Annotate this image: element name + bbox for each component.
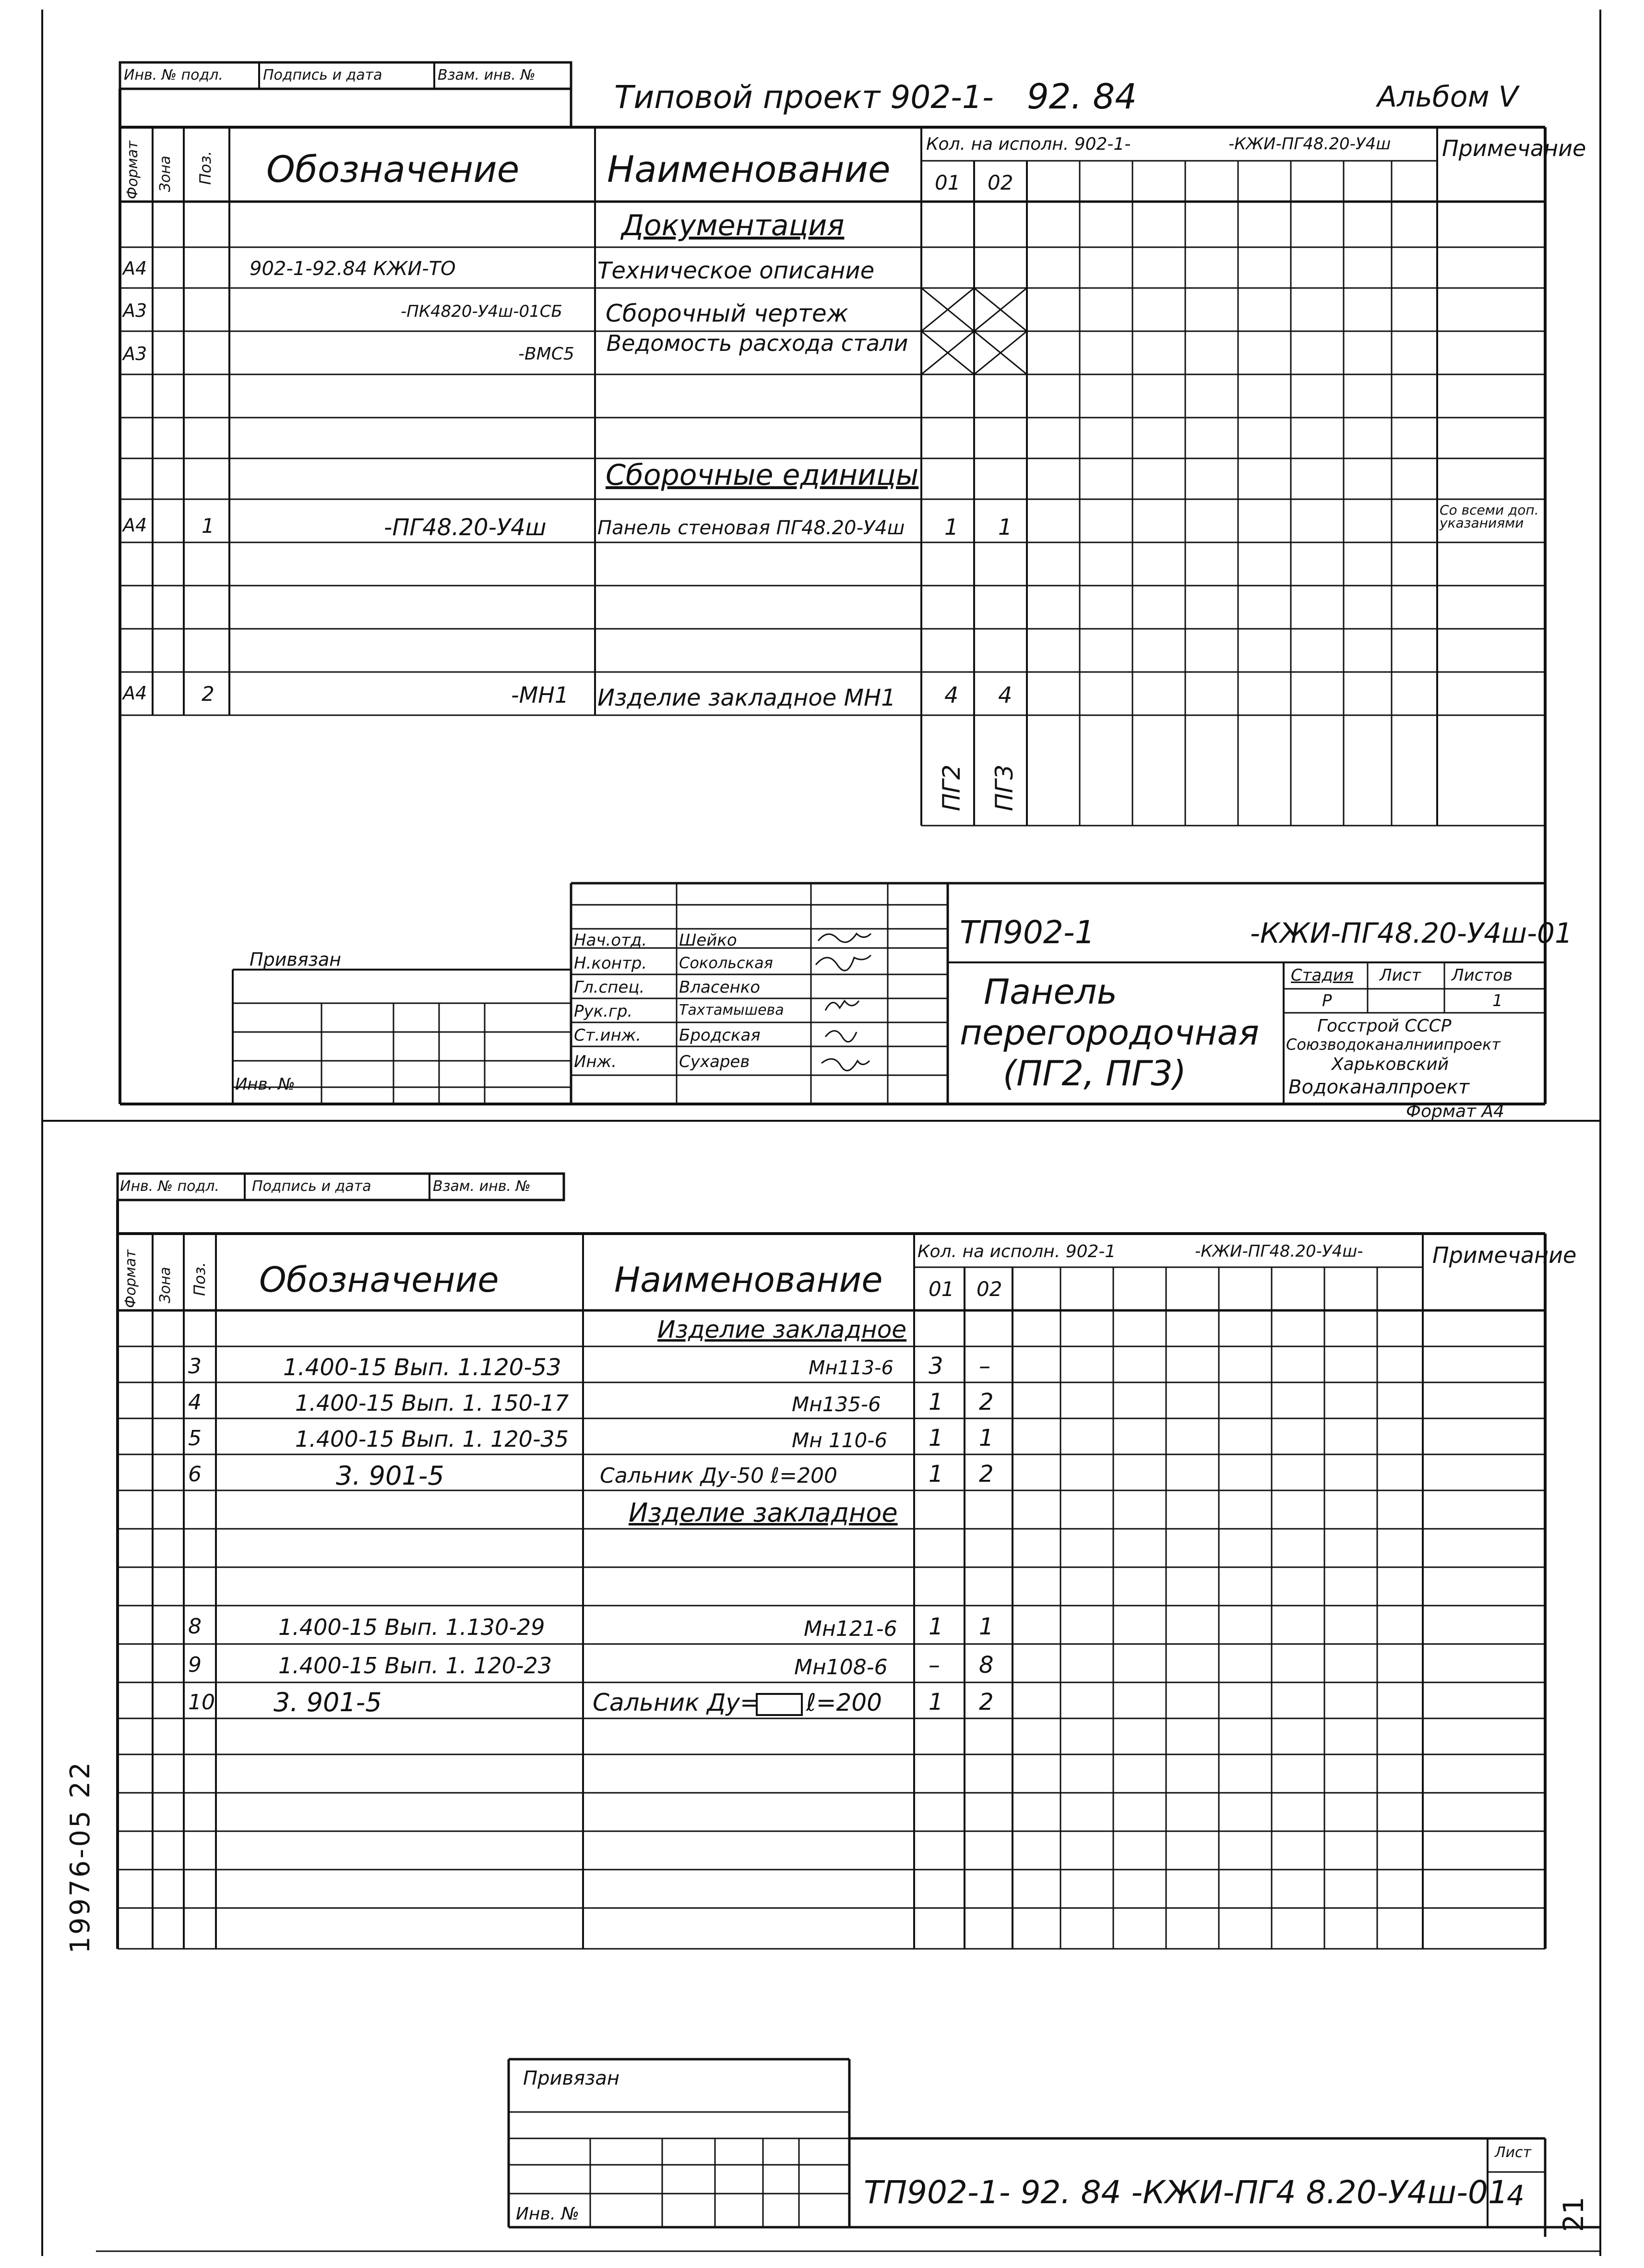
col-zone-header: Зона xyxy=(157,1267,174,1303)
col-zone-header: Зона xyxy=(157,156,174,192)
signer-name: Тахтамышева xyxy=(679,1002,784,1019)
title-code: ТП902-1 xyxy=(960,914,1095,951)
col-pos-header: Поз. xyxy=(196,151,214,185)
row-pos: 9 xyxy=(188,1653,202,1677)
row-qty-02: – xyxy=(979,1353,990,1380)
row-designation: -ПГ48.20-У4ш xyxy=(384,514,547,541)
row-name: Сборочный чертеж xyxy=(606,300,848,327)
sheet-number: 4 xyxy=(1507,2179,1525,2212)
stage-value: Р xyxy=(1322,991,1332,1010)
signer-name: Бродская xyxy=(679,1026,761,1045)
row-name: Изделие закладное xyxy=(629,1498,898,1528)
title-code: ТП902-1- 92. 84 -КЖИ-ПГ4 8.20-У4ш-01 xyxy=(864,2174,1508,2211)
row-designation: 1.400-15 Вып. 1. 120-35 xyxy=(295,1426,569,1452)
row-name: Мн121-6 xyxy=(804,1617,897,1641)
row-name: Документация xyxy=(621,209,845,242)
col-name-header: Наименование xyxy=(607,148,891,191)
title-code-right: -КЖИ-ПГ48.20-У4ш-01 xyxy=(1250,917,1573,949)
col-name-header: Наименование xyxy=(614,1260,883,1300)
row-qty-01: 1 xyxy=(944,514,959,540)
exec-01: 01 xyxy=(935,171,961,194)
row-name: Панель стеновая ПГ48.20-У4ш xyxy=(597,517,905,539)
org-line: Госстрой СССР xyxy=(1317,1016,1452,1036)
signer-name: Сухарев xyxy=(679,1052,750,1071)
row-name: Изделие закладное МН1 xyxy=(597,684,896,711)
col-designation-header: Обозначение xyxy=(259,1260,499,1300)
row-designation: 3. 901-5 xyxy=(336,1461,444,1491)
row-pos: 2 xyxy=(202,682,214,706)
project-number: 92. 84 xyxy=(1027,76,1137,117)
row-pos: 8 xyxy=(188,1614,202,1639)
org-line: Союзводоканалниипроект xyxy=(1286,1035,1501,1054)
exec-02: 02 xyxy=(977,1277,1002,1301)
exec-01: 01 xyxy=(929,1277,954,1301)
stamp-replace-label: Взам. инв. № xyxy=(438,67,536,84)
title-line-3: (ПГ2, ПГ3) xyxy=(1003,1053,1187,1093)
sheets-value: 1 xyxy=(1492,991,1503,1010)
org-line: Харьковский xyxy=(1332,1055,1449,1074)
row-qty-01: – xyxy=(929,1652,940,1679)
row-qty-01: 1 xyxy=(929,1461,943,1488)
col-pos-header: Поз. xyxy=(191,1262,209,1296)
col-qty-header: Кол. на исполн. 902-1 xyxy=(917,1242,1116,1261)
row-qty-01: 1 xyxy=(929,1425,943,1452)
row-designation: 1.400-15 Вып. 1. 120-23 xyxy=(278,1653,552,1679)
row-pos: 6 xyxy=(188,1462,202,1487)
vertical-label-pg2: ПГ2 xyxy=(938,764,965,811)
row-format: А4 xyxy=(123,515,147,536)
row-designation: 1.400-15 Вып. 1.120-53 xyxy=(283,1354,561,1381)
title-line-2: перегородочная xyxy=(960,1012,1259,1053)
row-qty-02: 1 xyxy=(979,1613,994,1640)
role-label: Инж. xyxy=(574,1052,617,1071)
row-qty-02: 2 xyxy=(979,1461,994,1488)
side-archive-number: 19976-05 22 xyxy=(65,1760,96,1954)
album-label: Альбом V xyxy=(1377,80,1518,114)
row-qty-01: 1 xyxy=(929,1389,943,1416)
stamp-sign-label: Подпись и дата xyxy=(263,67,382,84)
row-format: А3 xyxy=(123,343,147,364)
col-format-header: Формат xyxy=(122,1249,139,1308)
inv-no-label: Инв. № xyxy=(235,1075,295,1094)
row-designation: -МН1 xyxy=(511,682,569,708)
role-label: Гл.спец. xyxy=(574,978,645,997)
row-name: Мн113-6 xyxy=(809,1357,893,1379)
row-designation: 3. 901-5 xyxy=(274,1687,382,1717)
row-qty-02: 2 xyxy=(979,1689,994,1716)
col-qty-code: -КЖИ-ПГ48.20-У4ш xyxy=(1228,134,1391,154)
row-qty-02: 1 xyxy=(998,514,1013,540)
row-format: А4 xyxy=(123,258,147,279)
row-pos: 3 xyxy=(188,1354,202,1379)
row-name: Ведомость расхода стали xyxy=(606,330,908,356)
stamp-replace-label: Взам. инв. № xyxy=(433,1178,531,1195)
row-qty-02: 1 xyxy=(979,1425,994,1452)
row-format: А4 xyxy=(123,683,147,704)
row-qty-02: 8 xyxy=(979,1652,994,1679)
col-note-header: Примечание xyxy=(1442,135,1586,161)
sheets-label: Листов xyxy=(1452,966,1513,985)
sheet-label: Лист xyxy=(1495,2144,1532,2161)
signer-name: Власенко xyxy=(679,978,761,997)
row-pos: 4 xyxy=(188,1390,202,1415)
col-qty-code: -КЖИ-ПГ48.20-У4ш- xyxy=(1195,1242,1363,1261)
org-line: Водоканалпроект xyxy=(1288,1076,1470,1098)
row-qty-01: 3 xyxy=(929,1353,943,1380)
row-qty-01: 1 xyxy=(929,1613,943,1640)
stamp-inv-label: Инв. № подл. xyxy=(124,67,223,84)
stamp-inv-label: Инв. № подл. xyxy=(120,1178,219,1195)
stage-label: Стадия xyxy=(1291,966,1354,985)
row-designation: 902-1-92.84 КЖИ-ТО xyxy=(250,258,456,280)
role-label: Нач.отд. xyxy=(574,931,647,950)
row-name: Техническое описание xyxy=(597,257,875,284)
role-label: Ст.инж. xyxy=(574,1026,642,1045)
title-line-1: Панель xyxy=(984,972,1118,1012)
row-format: А3 xyxy=(123,300,147,321)
row-qty-01: 1 xyxy=(929,1689,943,1716)
row-designation: 1.400-15 Вып. 1.130-29 xyxy=(278,1614,545,1640)
signer-name: Шейко xyxy=(679,931,737,950)
row-name-tail: ℓ=200 xyxy=(806,1689,882,1716)
row-qty-02: 4 xyxy=(998,682,1013,708)
row-designation: -ПК4820-У4ш-01СБ xyxy=(401,302,562,321)
row-name: Сальник Ду-50 ℓ=200 xyxy=(600,1464,837,1488)
row-name: Изделие закладное xyxy=(657,1316,907,1344)
vertical-label-pg3: ПГ3 xyxy=(990,764,1018,811)
signer-name: Сокольская xyxy=(679,954,773,972)
row-pos: 1 xyxy=(202,514,214,538)
exec-02: 02 xyxy=(988,171,1013,194)
row-name: Мн 110-6 xyxy=(792,1428,888,1452)
project-title: Типовой проект 902-1- xyxy=(614,79,994,116)
role-label: Н.контр. xyxy=(574,954,647,973)
col-note-header: Примечание xyxy=(1432,1242,1577,1268)
row-name: Сборочные единицы xyxy=(606,458,919,492)
row-name: Сальник Ду= xyxy=(593,1689,760,1716)
row-qty-01: 4 xyxy=(944,682,959,708)
privyazan-label: Привязан xyxy=(523,2067,620,2089)
sheet-label: Лист xyxy=(1380,966,1421,985)
row-qty-02: 2 xyxy=(979,1389,994,1416)
inv-no-label: Инв. № xyxy=(516,2204,580,2224)
page-corner-number: 21 xyxy=(1557,2196,1590,2232)
row-name: Мн135-6 xyxy=(792,1392,881,1416)
row-name: Мн108-6 xyxy=(794,1655,888,1680)
blank-diameter-box xyxy=(756,1693,803,1716)
col-qty-header: Кол. на исполн. 902-1- xyxy=(926,134,1131,154)
format-label: Формат А4 xyxy=(1406,1102,1505,1121)
row-pos: 5 xyxy=(188,1426,202,1451)
row-designation: 1.400-15 Вып. 1. 150-17 xyxy=(295,1390,569,1416)
row-pos: 10 xyxy=(188,1690,215,1715)
col-format-header: Формат xyxy=(124,141,141,199)
stamp-sign-label: Подпись и дата xyxy=(252,1178,371,1195)
privyazan-label: Привязан xyxy=(250,949,341,970)
col-designation-header: Обозначение xyxy=(266,148,520,191)
role-label: Рук.гр. xyxy=(574,1002,633,1021)
row-designation: -ВМС5 xyxy=(518,344,574,364)
row-note: Со всеми доп. указаниями xyxy=(1440,502,1539,531)
